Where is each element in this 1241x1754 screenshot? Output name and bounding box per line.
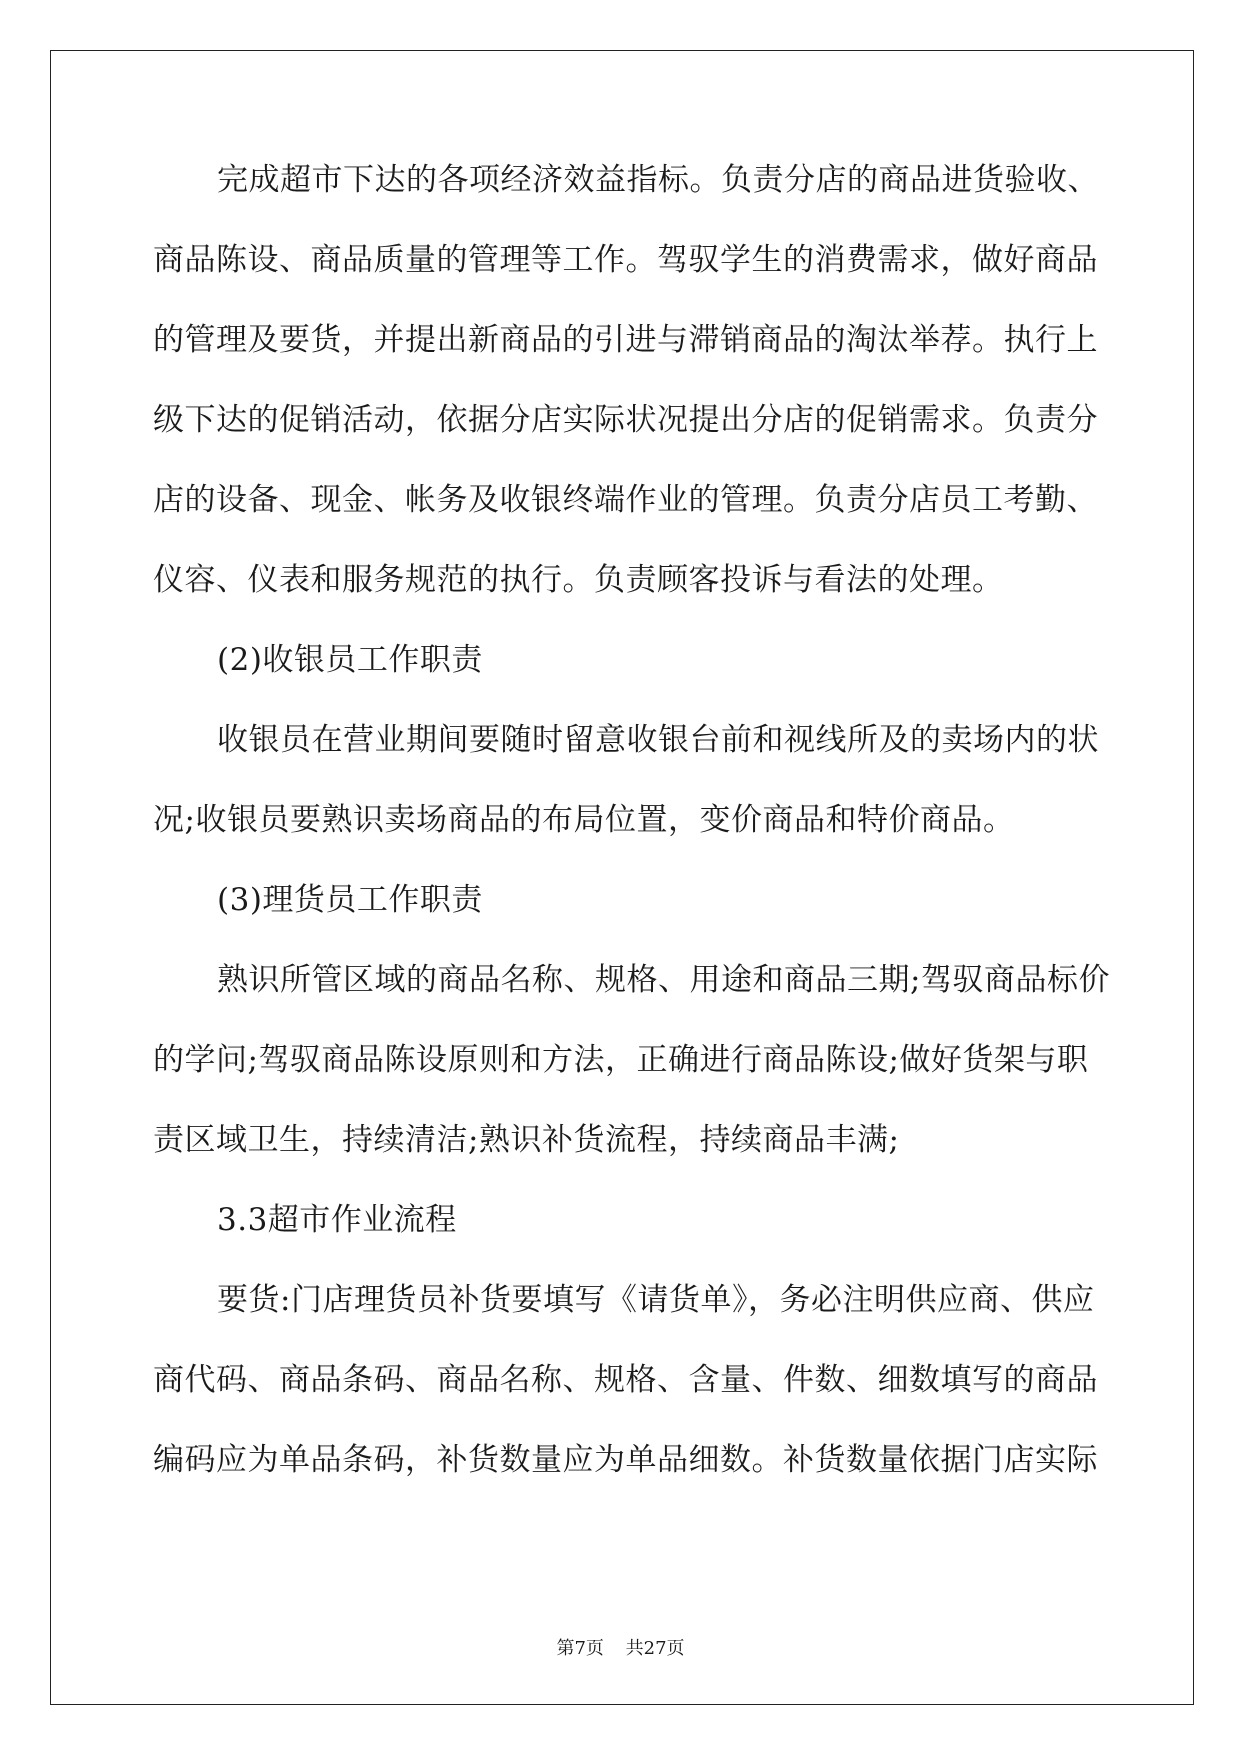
page-footer	[0, 1634, 1241, 1660]
text-line-2: 商品陈设、商品质量的管理等工作。驾驭学生的消费需求，做好商品	[153, 242, 1098, 278]
section-heading-workflow: 3.3超市作业流程	[217, 1202, 457, 1238]
text-line-3: 的管理及要货，并提出新商品的引进与滞销商品的淘汰举荐。执行上	[153, 322, 1098, 358]
text-line-1: 完成超市下达的各项经济效益指标。负责分店的商品进货验收、	[217, 162, 1099, 198]
text-line-13: 责区域卫生，持续清洁;熟识补货流程，持续商品丰满;	[153, 1122, 900, 1158]
text-line-11: 熟识所管区域的商品名称、规格、用途和商品三期;驾驭商品标价	[217, 962, 1110, 998]
section-heading-cashier: (2)收银员工作职责	[217, 642, 483, 678]
text-line-15: 要货:门店理货员补货要填写《请货单》，务必注明供应商、供应	[217, 1282, 1095, 1318]
page-number: 第7页	[556, 1638, 604, 1659]
text-line-9: 况;收银员要熟识卖场商品的布局位置，变价商品和特价商品。	[153, 802, 1015, 838]
text-line-6: 仪容、仪表和服务规范的执行。负责顾客投诉与看法的处理。	[153, 562, 1004, 598]
text-line-8: 收银员在营业期间要随时留意收银台前和视线所及的卖场内的状	[217, 722, 1099, 758]
section-heading-stocker: (3)理货员工作职责	[217, 882, 483, 918]
text-line-4: 级下达的促销活动，依据分店实际状况提出分店的促销需求。负责分	[153, 402, 1098, 438]
text-line-12: 的学问;驾驭商品陈设原则和方法，正确进行商品陈设;做好货架与职	[153, 1042, 1089, 1078]
text-line-16: 商代码、商品条码、商品名称、规格、含量、件数、细数填写的商品	[153, 1362, 1098, 1398]
text-line-5: 店的设备、现金、帐务及收银终端作业的管理。负责分店员工考勤、	[153, 482, 1098, 518]
document-body	[153, 160, 1110, 1520]
text-line-17: 编码应为单品条码，补货数量应为单品细数。补货数量依据门店实际	[153, 1442, 1098, 1478]
page-total: 共27页	[625, 1638, 685, 1659]
